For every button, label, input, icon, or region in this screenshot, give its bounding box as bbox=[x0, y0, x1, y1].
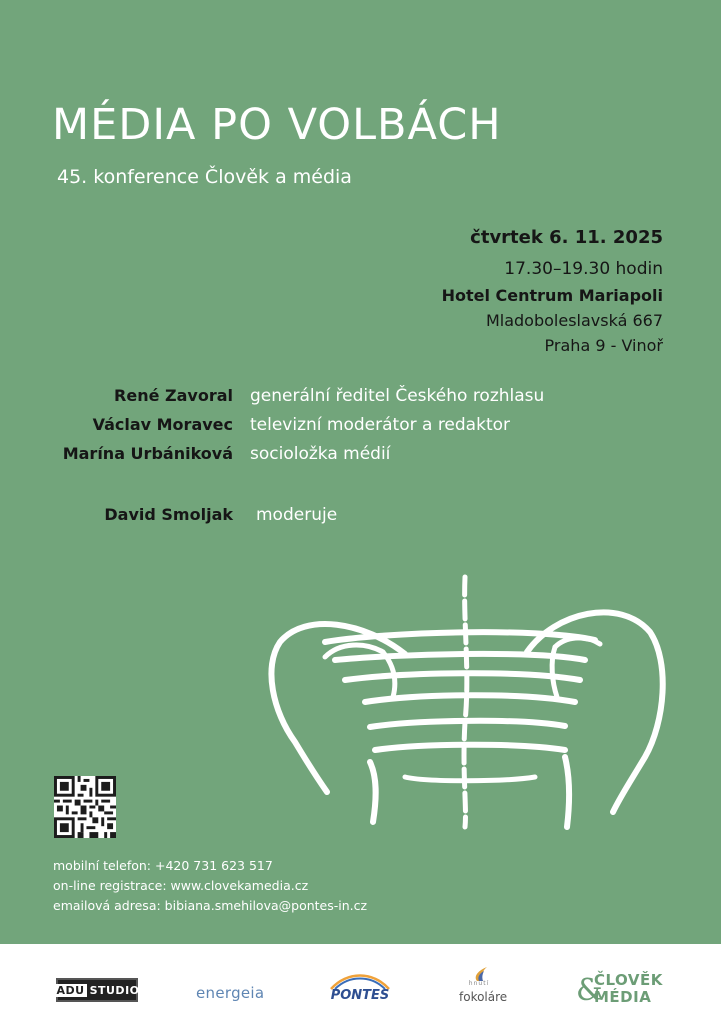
event-street: Mladoboleslavská 667 bbox=[485, 311, 663, 330]
poster-title: MÉDIA PO VOLBÁCH bbox=[52, 100, 502, 150]
fokolare-logo bbox=[459, 966, 508, 1010]
fokolare-logo-text: fokoláre bbox=[459, 990, 508, 1004]
clovek-media-line2: MÉDIA bbox=[594, 988, 652, 1006]
adu-logo-text: STUDIO bbox=[89, 983, 140, 997]
event-venue: Hotel Centrum Mariapoli bbox=[441, 286, 663, 305]
poster-subtitle: 45. konference Člověk a média bbox=[57, 166, 352, 188]
qr-code-icon[interactable] bbox=[54, 776, 116, 838]
event-date: čtvrtek 6. 11. 2025 bbox=[470, 227, 663, 248]
contact-registration[interactable]: on-line registrace: www.clovekamedia.cz bbox=[53, 878, 309, 893]
fokolare-logo-small: hnutí bbox=[468, 980, 490, 987]
clovek-media-logo bbox=[576, 971, 666, 1011]
chair-drawing bbox=[265, 572, 670, 837]
adu-logo-box: ADU bbox=[56, 983, 85, 997]
contact-info bbox=[53, 858, 367, 918]
speaker-role: generální ředitel Českého rozhlasu bbox=[250, 386, 545, 406]
moderator-row bbox=[0, 505, 721, 535]
speaker-row bbox=[0, 444, 721, 473]
clovek-media-line1: ČLOVĚK bbox=[594, 971, 663, 989]
contact-phone: mobilní telefon: +420 731 623 517 bbox=[53, 858, 273, 873]
speaker-name: Marína Urbániková bbox=[62, 444, 233, 463]
speaker-name: Václav Moravec bbox=[92, 415, 233, 434]
speaker-row bbox=[0, 415, 721, 444]
event-details bbox=[442, 227, 663, 361]
energeia-logo: energeia bbox=[196, 984, 265, 1002]
speaker-list bbox=[0, 386, 721, 473]
pontes-logo bbox=[327, 969, 393, 1007]
contact-email[interactable]: emailová adresa: bibiana.smehilova@pontes-in.cz bbox=[53, 898, 368, 913]
speaker-role: socioložka médií bbox=[250, 444, 391, 464]
event-hours: 17.30–19.30 hodin bbox=[504, 259, 663, 279]
speaker-role: televizní moderátor a redaktor bbox=[250, 415, 510, 435]
moderator-name: David Smoljak bbox=[104, 505, 233, 524]
sponsor-footer bbox=[0, 944, 721, 1024]
moderator-role: moderuje bbox=[256, 505, 338, 525]
adu-studio-logo bbox=[56, 978, 138, 1002]
speaker-row bbox=[0, 386, 721, 415]
clovek-media-amp: & bbox=[576, 973, 603, 1008]
event-city: Praha 9 - Vinoř bbox=[544, 336, 663, 355]
speaker-name: René Zavoral bbox=[114, 386, 233, 405]
pontes-logo-text: PONTES bbox=[330, 988, 390, 1003]
